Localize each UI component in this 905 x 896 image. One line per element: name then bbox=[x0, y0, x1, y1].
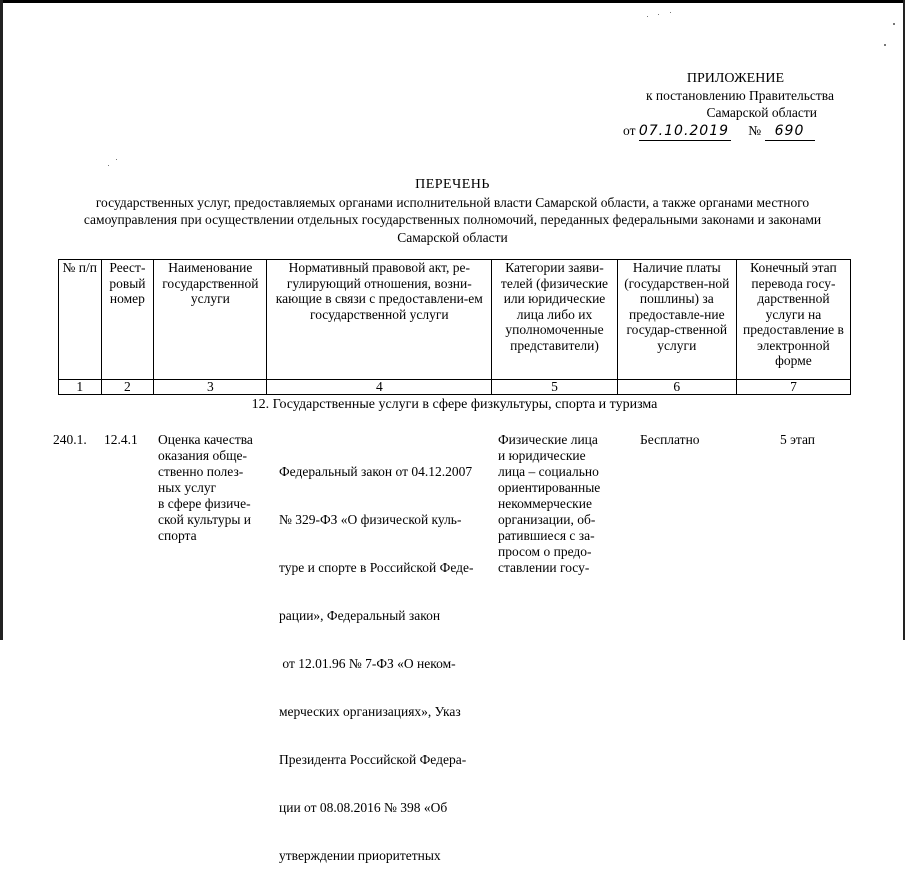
text-line: ставлении госу- bbox=[498, 560, 590, 575]
row-service-name bbox=[158, 432, 268, 544]
text-line: туре и спорте в Российской Феде- bbox=[279, 560, 474, 575]
appendix-title: ПРИЛОЖЕНИЕ bbox=[686, 71, 784, 86]
scan-border-top bbox=[0, 0, 905, 3]
header-registry: Реест-ровый номер bbox=[101, 260, 154, 380]
text-line: от 12.01.96 № 7-ФЗ «О неком- bbox=[279, 656, 456, 671]
appendix-decree-line: к постановлению Правительства bbox=[645, 88, 834, 103]
header-legal-act: Нормативный правовой акт, ре-гулирующий отношения, возни-кающие в связи с предоставлени-ем государственной услуги bbox=[267, 260, 492, 380]
row-number: 240.1. bbox=[53, 432, 87, 447]
column-number: 4 bbox=[267, 380, 492, 395]
date-value: 07.10.2019 bbox=[638, 123, 730, 139]
text-line: Федеральный закон от 04.12.2007 bbox=[279, 464, 473, 479]
text-line: в сфере физиче- bbox=[158, 496, 251, 511]
header-applicants: Категории заяви-телей (физические или юридические лица либо их уполномоченные представители) bbox=[492, 260, 617, 380]
text-line: № 329-ФЗ «О физической куль- bbox=[279, 512, 462, 527]
header-service-name: Наименование государственной услуги bbox=[154, 260, 267, 380]
text-line: просом о предо- bbox=[498, 544, 592, 559]
text-line: оказания обще- bbox=[158, 448, 247, 463]
column-number: 6 bbox=[617, 380, 736, 395]
text-line: и юридические bbox=[498, 448, 586, 463]
header-final-stage: Конечный этап перевода госу-дарственной услуги на предоставление в электронной форме bbox=[736, 260, 850, 380]
row-legal-act bbox=[279, 432, 494, 896]
text-line: ственно полез- bbox=[158, 464, 244, 479]
number-value: 690 bbox=[774, 123, 805, 139]
text-line: Президента Российской Федера- bbox=[279, 752, 467, 767]
text-line: Оценка качества bbox=[158, 432, 253, 447]
text-line: некоммерческие bbox=[498, 496, 592, 511]
text-line: ции от 08.08.2016 № 398 «Об bbox=[279, 800, 448, 815]
row-applicants bbox=[498, 432, 626, 576]
text-line: организации, об- bbox=[498, 512, 596, 527]
row-final-stage: 5 этап bbox=[780, 432, 816, 447]
heading-title: ПЕРЕЧЕНЬ bbox=[415, 177, 490, 192]
column-number: 3 bbox=[154, 380, 267, 395]
number-field bbox=[765, 122, 815, 141]
column-number: 1 bbox=[59, 380, 102, 395]
column-number: 2 bbox=[101, 380, 154, 395]
heading-subtitle: государственных услуг, предоставляемых органами исполнительной власти Самарской области, а также органами местного самоуправления при осуществлении отдельных государственных полномочий, переданных федеральными законами и законами Самарской области bbox=[83, 194, 822, 245]
text-line: рации», Федеральный закон bbox=[279, 608, 441, 623]
appendix-block bbox=[600, 70, 860, 141]
number-prefix: № bbox=[748, 123, 762, 138]
date-field bbox=[639, 122, 731, 141]
services-table-header bbox=[58, 259, 851, 395]
section-heading: 12. Государственные услуги в сфере физкультуры, спорта и туризма bbox=[251, 397, 658, 412]
appendix-date-row bbox=[600, 122, 860, 141]
text-line: ных услуг bbox=[158, 480, 217, 495]
header-fee: Наличие платы (государствен-ной пошлины) за предоставле-ние государ-ственной услуги bbox=[617, 260, 736, 380]
appendix-region-line: Самарской области bbox=[706, 105, 817, 120]
text-line: лица – социально bbox=[498, 464, 599, 479]
column-number: 5 bbox=[492, 380, 617, 395]
header-number: № п/п bbox=[59, 260, 102, 380]
document-heading bbox=[0, 176, 905, 246]
text-line: ориентированные bbox=[498, 480, 601, 495]
text-line: утверждении приоритетных bbox=[279, 848, 441, 863]
row-registry: 12.4.1 bbox=[104, 432, 138, 447]
row-fee: Бесплатно bbox=[640, 432, 700, 447]
scan-border-left bbox=[0, 0, 3, 640]
column-number: 7 bbox=[736, 380, 850, 395]
date-prefix: от bbox=[623, 123, 636, 138]
text-line: ской культуры и bbox=[158, 512, 252, 527]
text-line: мерческих организациях», Указ bbox=[279, 704, 461, 719]
text-line: спорта bbox=[158, 528, 197, 543]
text-line: ратившиеся с за- bbox=[498, 528, 595, 543]
text-line: Физические лица bbox=[498, 432, 598, 447]
